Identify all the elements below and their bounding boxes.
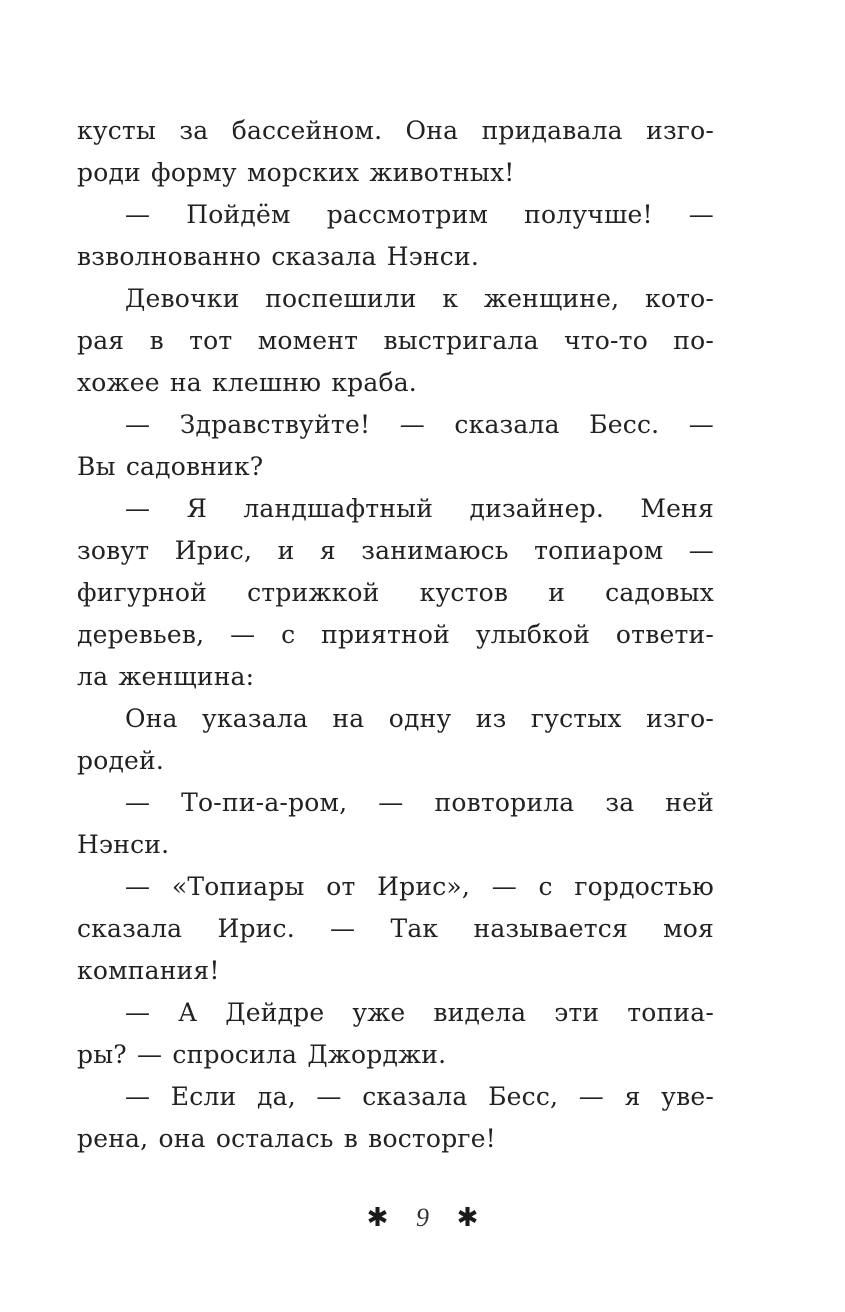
text-line: рена, она осталась в восторге!: [77, 1124, 496, 1153]
text-line: — А Дейдре уже видела эти топиа-: [125, 998, 714, 1027]
page-footer: [0, 1198, 845, 1238]
text-line: Нэнси.: [77, 830, 170, 859]
text-line: Девочки поспешили к женщине, кото-: [125, 284, 714, 313]
text-line: Она указала на одну из густых изго-: [125, 704, 714, 733]
text-line: роди форму морских животных!: [77, 158, 515, 187]
text-line: — Я ландшафтный дизайнер. Меня: [125, 494, 714, 523]
star-ornament-icon: ✱: [456, 1203, 479, 1233]
text-line: рая в тот момент выстригала что-то по-: [77, 326, 714, 355]
text-line: — То-пи-а-ром, — повторила за ней: [125, 788, 714, 817]
book-page-body: [77, 110, 714, 1160]
text-line: — «Топиары от Ирис», — с гордостью: [125, 872, 714, 901]
page-number: 9: [416, 1203, 429, 1232]
text-line: — Пойдём рассмотрим получше! —: [125, 200, 714, 229]
text-line: зовут Ирис, и я занимаюсь топиаром —: [77, 536, 714, 565]
text-line: фигурной стрижкой кустов и садовых: [77, 578, 714, 607]
text-line: — Здравствуйте! — сказала Бесс. —: [125, 410, 714, 439]
text-line: — Если да, — сказала Бесс, — я уве-: [125, 1082, 714, 1111]
text-line: ры? — спросила Джорджи.: [77, 1040, 447, 1069]
star-ornament-icon: ✱: [366, 1203, 389, 1233]
text-line: взволнованно сказала Нэнси.: [77, 242, 480, 271]
text-line: хожее на клешню краба.: [77, 368, 417, 397]
text-line: кусты за бассейном. Она придавала изго-: [77, 116, 714, 145]
text-line: сказала Ирис. — Так называется моя: [77, 914, 714, 943]
text-line: Вы садовник?: [77, 452, 264, 481]
text-line: ла женщина:: [77, 662, 255, 691]
text-line: родей.: [77, 746, 165, 775]
text-line: компания!: [77, 956, 220, 985]
text-line: деревьев, — с приятной улыбкой ответи-: [77, 620, 714, 649]
